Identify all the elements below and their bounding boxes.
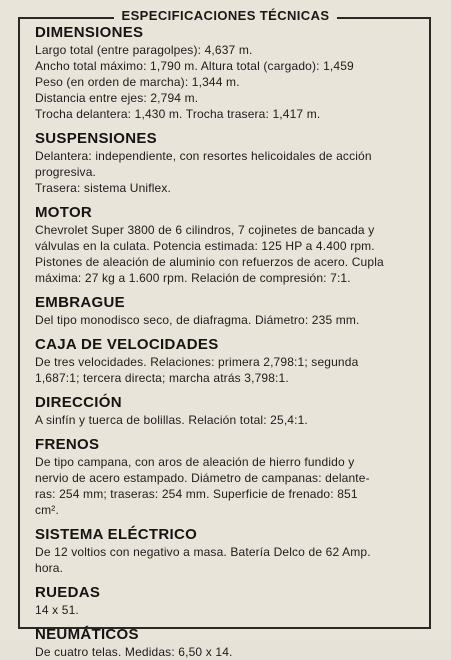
section-title: RUEDAS [35, 584, 101, 601]
section-title: FRENOS [35, 436, 100, 453]
section-direccion [35, 394, 423, 428]
section-line: A sinfín y tuerca de bolillas. Relación total: 25,4:1. [35, 413, 308, 427]
section-line: 1,687:1; tercera directa; marcha atrás 3,798:1. [35, 371, 289, 385]
section-line: hora. [35, 561, 64, 575]
section-caja-de-velocidades [35, 336, 423, 386]
section-line: Largo total (entre paragolpes): 4,637 m. [35, 43, 253, 57]
section-suspensiones [35, 130, 423, 196]
section-title: CAJA DE VELOCIDADES [35, 336, 219, 353]
section-line: válvulas en la culata. Potencia estimada: 125 HP a 4.400 rpm. [35, 239, 375, 253]
section-embrague [35, 294, 423, 328]
spec-content [35, 24, 423, 660]
section-title: SUSPENSIONES [35, 130, 157, 147]
section-title: MOTOR [35, 204, 93, 221]
header-title: ESPECIFICACIONES TÉCNICAS [114, 6, 338, 26]
section-line: Delantera: independiente, con resortes helicoidales de acción [35, 149, 372, 163]
section-line: Pistones de aleación de aluminio con refuerzos de acero. Cupla [35, 255, 384, 269]
section-line: De 12 voltios con negativo a masa. Batería Delco de 62 Amp. [35, 545, 371, 559]
section-line: De tres velocidades. Relaciones: primera 2,798:1; segunda [35, 355, 359, 369]
section-line: De cuatro telas. Medidas: 6,50 x 14. [35, 645, 233, 659]
section-title: EMBRAGUE [35, 294, 125, 311]
section-neumaticos [35, 626, 423, 660]
section-line: Chevrolet Super 3800 de 6 cilindros, 7 cojinetes de bancada y [35, 223, 375, 237]
section-line: Peso (en orden de marcha): 1,344 m. [35, 75, 240, 89]
section-dimensiones [35, 24, 423, 122]
section-line: máxima: 27 kg a 1.600 rpm. Relación de compresión: 7:1. [35, 271, 351, 285]
section-line: Distancia entre ejes: 2,794 m. [35, 91, 199, 105]
section-title: NEUMÁTICOS [35, 626, 139, 643]
section-line: Trasera: sistema Uniflex. [35, 181, 172, 195]
section-sistema-electrico [35, 526, 423, 576]
section-line: Ancho total máximo: 1,790 m. Altura total (cargado): 1,459 [35, 59, 354, 73]
section-title: DIMENSIONES [35, 24, 144, 41]
section-line: cm². [35, 503, 59, 517]
header [0, 6, 451, 26]
section-ruedas [35, 584, 423, 618]
section-line: Trocha delantera: 1,430 m. Trocha trasera: 1,417 m. [35, 107, 321, 121]
section-line: nervio de acero estampado. Diámetro de campanas: delante- [35, 471, 370, 485]
section-title: SISTEMA ELÉCTRICO [35, 526, 198, 543]
section-line: 14 x 51. [35, 603, 79, 617]
section-line: De tipo campana, con aros de aleación de hierro fundido y [35, 455, 355, 469]
section-title: DIRECCIÓN [35, 394, 122, 411]
section-line: progresiva. [35, 165, 97, 179]
section-line: Del tipo monodisco seco, de diafragma. Diámetro: 235 mm. [35, 313, 360, 327]
section-line: ras: 254 mm; traseras: 254 mm. Superficie de frenado: 851 [35, 487, 358, 501]
section-frenos [35, 436, 423, 518]
section-motor [35, 204, 423, 286]
